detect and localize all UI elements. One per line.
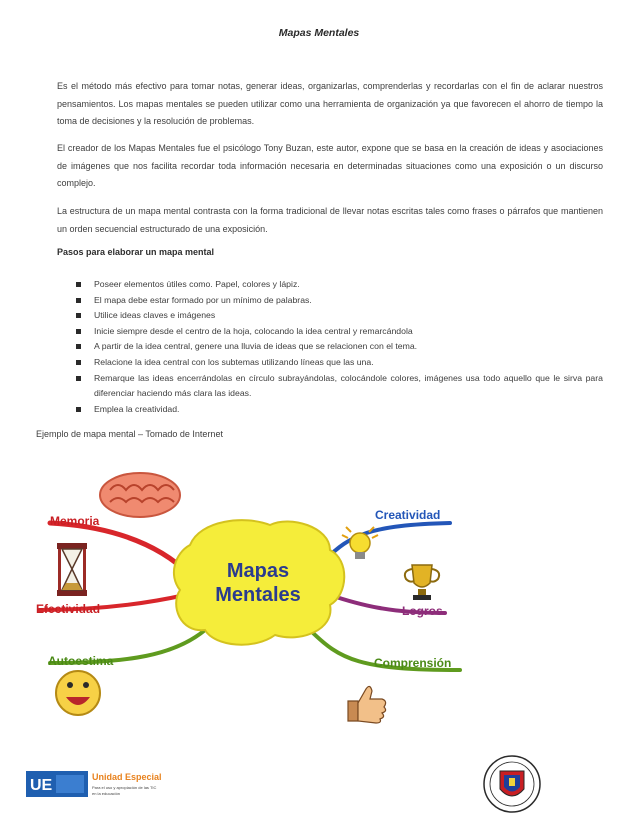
branch-label-creatividad: Creatividad (375, 508, 441, 522)
list-item: Poseer elementos útiles como. Papel, colores y lápiz. (76, 277, 603, 293)
university-seal-icon (482, 753, 542, 815)
logo-abbreviation: UE (30, 777, 53, 794)
paragraph-creator: El creador de los Mapas Mentales fue el psicólogo Tony Buzan, este autor, expone que se basa en la creación de ideas y asociaciones de imágenes que nos facilita recordar toda información necesaria en determinadas situaciones como una exposición o un discurso complejo. (57, 143, 603, 188)
branch-label-efectividad: Efectividad (36, 602, 101, 616)
list-item: Remarque las ideas encerrándolas en círculo subrayándolas, colocándole colores, imágenes usa todo aquello que le sirva para diferenciar haciendo más clara las ideas. (76, 371, 603, 402)
list-item: A partir de la idea central, genere una lluvia de ideas que se relacionen con el tema. (76, 339, 603, 355)
list-item: Emplea la creatividad. (76, 402, 603, 418)
thumbs-up-icon (348, 686, 386, 723)
logo-subtitle-line1: Para el uso y apropiación de las TIC (92, 785, 157, 790)
list-item: Inicie siempre desde el centro de la hoja, colocando la idea central y remarcándola (76, 324, 603, 340)
list-item: El mapa debe estar formado por un mínimo de palabras. (76, 293, 603, 309)
central-idea-bubble (174, 520, 344, 645)
logo-subtitle-line2: en la educación (92, 791, 121, 796)
unidad-especial-logo (26, 769, 186, 799)
trophy-icon (405, 565, 439, 600)
central-idea-line1: Mapas (226, 560, 290, 582)
list-item: Relacione la idea central con los subtemas utilizando líneas que las una. (76, 355, 603, 371)
page-title: Mapas Mentales (278, 27, 360, 39)
branch-label-memoria: Memoria (50, 514, 100, 528)
square-bullet-icon (76, 360, 81, 365)
paragraph-structure: La estructura de un mapa mental contrasta con la forma tradicional de llevar notas escritas tales como frases o párrafos que mantienen un orden secuencial estructurado de una exposición. (57, 206, 603, 234)
square-bullet-icon (76, 329, 81, 334)
square-bullet-icon (76, 407, 81, 412)
logo-title: Unidad Especial (92, 772, 162, 782)
square-bullet-icon (76, 282, 81, 287)
steps-heading: Pasos para elaborar un mapa mental (57, 247, 215, 257)
list-item: Utilice ideas claves e imágenes (76, 308, 603, 324)
square-bullet-icon (76, 376, 81, 381)
branch-label-logros: Logros (402, 604, 443, 618)
paragraph-definition: Es el método más efectivo para tomar notas, generar ideas, organizarlas, comprenderlas y recordarlas con el fin de aclarar nuestros pensamientos. Los mapas mentales se pueden utilizar como una herramienta de organización ya que favorecen el ahorro de tiempo la toma de decisiones y la resolución de problemas. (57, 81, 603, 126)
hourglass-icon (57, 543, 87, 596)
branch-label-autoestima: Autoestima (48, 654, 114, 668)
branch-label-comprension: Comprensión (374, 656, 452, 670)
square-bullet-icon (76, 298, 81, 303)
brain-icon (100, 473, 180, 517)
figure-caption: Ejemplo de mapa mental – Tomado de Internet (36, 429, 223, 439)
square-bullet-icon (76, 313, 81, 318)
steps-list (76, 277, 603, 417)
central-idea-line2: Mentales (215, 584, 301, 606)
branch-creatividad (325, 523, 450, 560)
square-bullet-icon (76, 344, 81, 349)
smiley-face-icon (56, 671, 100, 715)
mind-map-figure (30, 465, 470, 740)
